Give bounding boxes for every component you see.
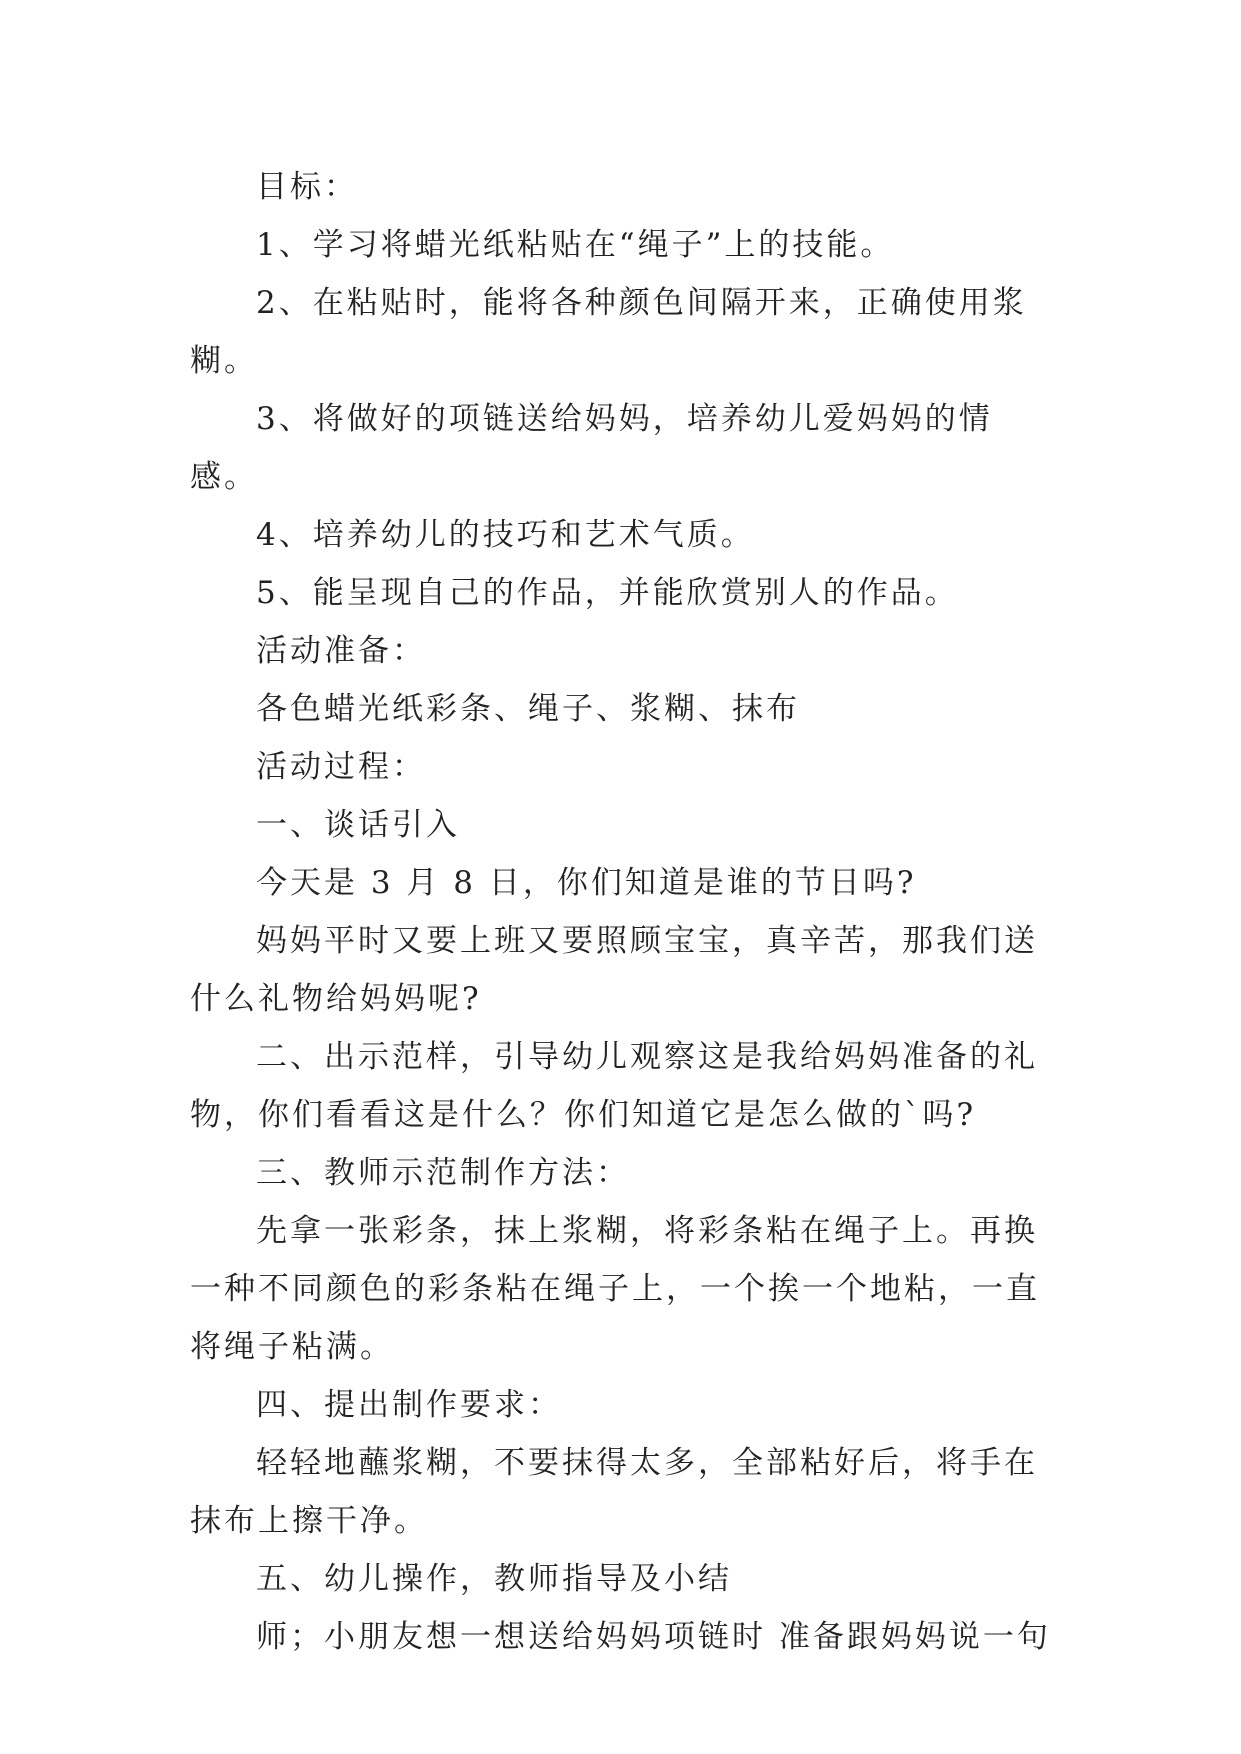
paragraph-step-5-teacher: 师；小朋友想一想送给妈妈项链时 准备跟妈妈说一句 [256, 1619, 1051, 1655]
paragraph-process-heading: 活动过程： [256, 749, 426, 785]
paragraph-step-1-discussion: 妈妈平时又要上班又要照顾宝宝，真辛苦，那我们送什么礼物给妈妈呢? [190, 923, 1038, 1017]
paragraph-preparation-heading: 活动准备： [256, 633, 426, 669]
paragraph-step-5-heading: 五、幼儿操作，教师指导及小结 [256, 1561, 732, 1597]
paragraph-step-4-requirements: 轻轻地蘸浆糊，不要抹得太多，全部粘好后，将手在抹布上擦干净。 [190, 1445, 1038, 1539]
paragraph-preparation-items: 各色蜡光纸彩条、绳子、浆糊、抹布 [256, 691, 800, 727]
paragraph-goal-3: 3、将做好的项链送给妈妈，培养幼儿爱妈妈的情感。 [190, 401, 993, 495]
paragraph-step-3-method: 先拿一张彩条，抹上浆糊，将彩条粘在绳子上。再换一种不同颜色的彩条粘在绳子上，一个挨一个地粘，一直将绳子粘满。 [190, 1213, 1040, 1365]
paragraph-goal-4: 4、培养幼儿的技巧和艺术气质。 [256, 517, 755, 553]
paragraph-step-3-heading: 三、教师示范制作方法： [256, 1155, 630, 1191]
paragraph-step-4-heading: 四、提出制作要求： [256, 1387, 562, 1423]
paragraph-goal-5: 5、能呈现自己的作品，并能欣赏别人的作品。 [256, 575, 959, 611]
paragraph-goal-heading: 目标： [256, 169, 358, 205]
paragraph-goal-1: 1、学习将蜡光纸粘贴在“绳子”上的技能。 [256, 227, 895, 263]
paragraph-step-2: 二、出示范样，引导幼儿观察这是我给妈妈准备的礼物，你们看看这是什么？你们知道它是怎么做的`吗? [190, 1039, 1038, 1133]
paragraph-step-1-question: 今天是 3 月 8 日，你们知道是谁的节日吗? [256, 865, 917, 901]
paragraph-step-1-heading: 一、谈话引入 [256, 807, 460, 843]
paragraph-goal-2: 2、在粘贴时，能将各种颜色间隔开来，正确使用浆糊。 [190, 285, 1027, 379]
document-body [190, 158, 1060, 1666]
